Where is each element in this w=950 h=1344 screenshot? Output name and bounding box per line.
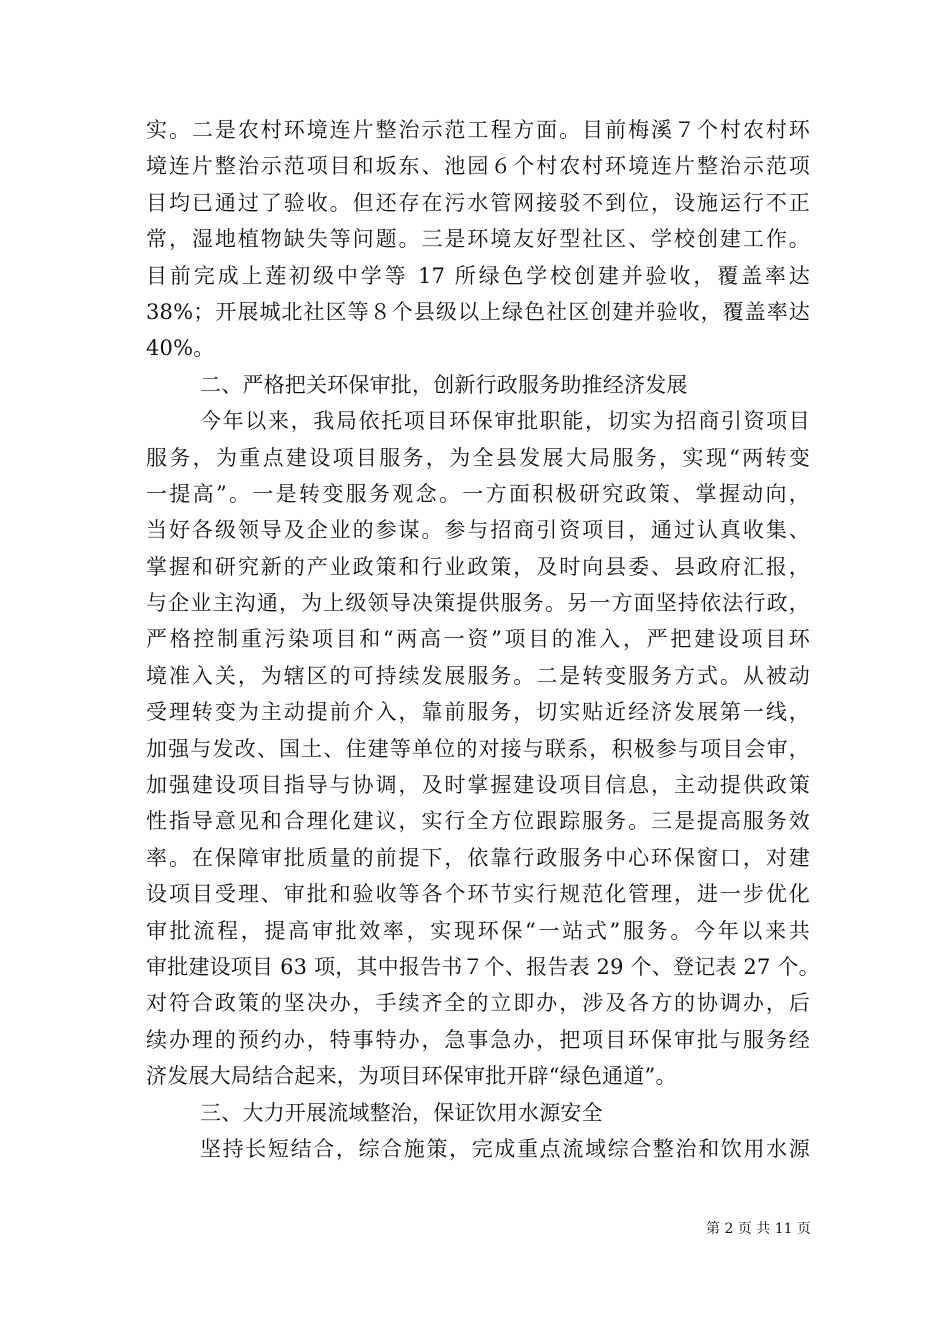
section-heading-2: 二、严格把关环保审批，创新行政服务助推经济发展	[200, 372, 688, 397]
paragraph-line: 性指导意见和合理化建议，实行全方位跟踪服务。三是提高服务效	[146, 809, 810, 834]
paragraph-line: 38%；开展城北社区等８个县级以上绿色社区创建并验收，覆盖率达	[146, 299, 810, 324]
paragraph-line: 设项目受理、审批和验收等各个环节实行规范化管理，进一步优化	[146, 882, 810, 907]
paragraph-line: 一提高”。一是转变服务观念。一方面积极研究政策、掌握动向，	[146, 481, 810, 506]
paragraph-line: 掌握和研究新的产业政策和行业政策，及时向县委、县政府汇报，	[146, 554, 810, 579]
paragraph-line: 常，湿地植物缺失等问题。三是环境友好型社区、学校创建工作。	[146, 227, 810, 252]
paragraph-line: 审批建设项目 63 项，其中报告书７个、报告表 29 个、登记表 27 个。	[146, 954, 820, 979]
document-body	[146, 112, 820, 1167]
section-heading-3: 三、大力开展流域整治，保证饮用水源安全	[200, 1100, 603, 1125]
paragraph-line: 受理转变为主动提前介入，靠前服务，切实贴近经济发展第一线，	[146, 700, 810, 725]
paragraph-line: 济发展大局结合起来，为项目环保审批开辟“绿色通道”。	[146, 1064, 677, 1089]
paragraph-line: 率。在保障审批质量的前提下，依靠行政服务中心环保窗口，对建	[146, 845, 810, 870]
paragraph-line: 加强与发改、国土、住建等单位的对接与联系，积极参与项目会审，	[146, 736, 810, 761]
paragraph-line: 严格控制重污染项目和“两高一资”项目的准入，严把建设项目环	[146, 627, 810, 652]
page-number: 第 2 页 共 11 页	[706, 1221, 811, 1237]
paragraph-line: 当好各级领导及企业的参谋。参与招商引资项目，通过认真收集、	[146, 518, 810, 543]
paragraph-line: 与企业主沟通，为上级领导决策提供服务。另一方面坚持依法行政，	[146, 591, 810, 616]
paragraph-line: 境准入关，为辖区的可持续发展服务。二是转变服务方式。从被动	[146, 663, 810, 688]
paragraph-line: 境连片整治示范项目和坂东、池园６个村农村环境连片整治示范项	[146, 154, 810, 179]
paragraph-line: 加强建设项目指导与协调，及时掌握建设项目信息，主动提供政策	[146, 773, 810, 798]
paragraph-line: 40%。	[146, 336, 215, 361]
paragraph-line: 续办理的预约办，特事特办，急事急办，把项目环保审批与服务经	[146, 1027, 810, 1052]
paragraph-line: 对符合政策的坚决办，手续齐全的立即办，涉及各方的协调办，后	[146, 991, 810, 1016]
paragraph-line: 实。二是农村环境连片整治示范工程方面。目前梅溪７个村农村环	[146, 118, 810, 142]
paragraph-line: 目前完成上莲初级中学等 17 所绿色学校创建并验收，覆盖率达	[146, 263, 810, 288]
paragraph-line: 坚持长短结合，综合施策，完成重点流域综合整治和饮用水源	[200, 1136, 810, 1161]
paragraph-line: 服务，为重点建设项目服务，为全县发展大局服务，实现“两转变	[146, 445, 810, 470]
paragraph-line: 目均已通过了验收。但还存在污水管网接驳不到位，设施运行不正	[146, 190, 810, 215]
paragraph-line: 审批流程，提高审批效率，实现环保“一站式”服务。今年以来共	[146, 918, 810, 943]
paragraph-line: 今年以来，我局依托项目环保审批职能，切实为招商引资项目	[200, 409, 810, 434]
